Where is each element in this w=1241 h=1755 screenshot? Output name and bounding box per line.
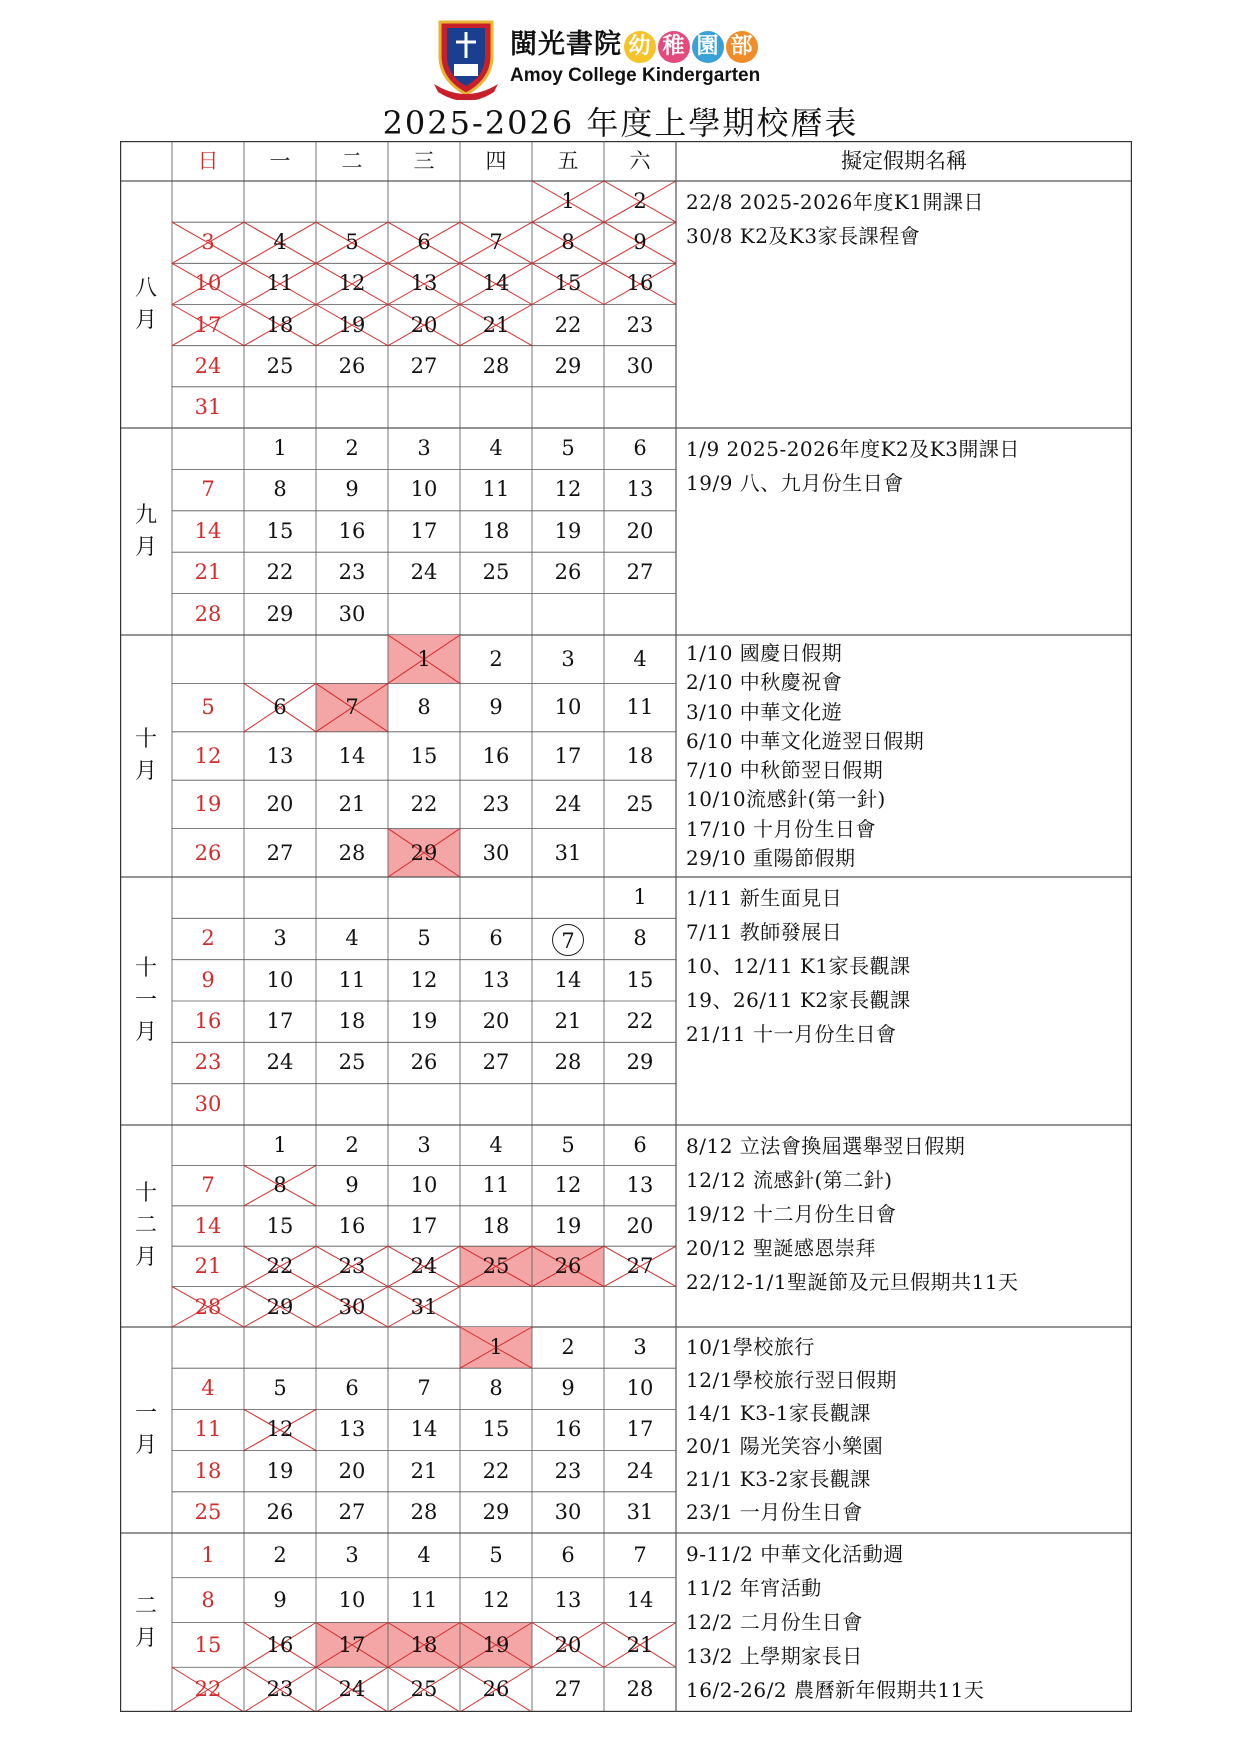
calendar-day: 27 [626,560,654,585]
event-item: 1/11 新生面見日 [686,886,843,910]
month-events-list [686,639,1126,873]
calendar-day: 17 [266,1009,294,1033]
calendar-day: 12 [266,1417,294,1442]
calendar-day: 15 [266,518,294,543]
calendar-day: 11 [410,1587,438,1612]
calendar-day: 10 [554,695,582,720]
calendar-day: 1 [489,1335,503,1359]
calendar-day: 27 [554,1677,582,1702]
section-char: 幼 [624,31,656,63]
weekday-header: 五 [557,149,579,173]
calendar-day: 14 [554,967,582,992]
calendar-day: 12 [554,1173,582,1198]
calendar-day: 13 [482,967,510,992]
calendar-day: 25 [482,1254,510,1279]
calendar-day: 16 [338,1213,366,1238]
calendar-day: 8 [201,1587,215,1612]
calendar-day: 22 [482,1458,510,1483]
calendar-day [532,918,604,959]
month-label: 二 月 [134,1593,157,1651]
month-events-list [686,1537,1126,1707]
calendar-day: 25 [194,1499,222,1524]
month-events-list [686,1331,1126,1529]
calendar-day: 9 [489,695,503,720]
calendar-day: 30 [338,1294,366,1319]
calendar-day: 27 [410,353,438,378]
calendar-day: 5 [489,1543,503,1567]
page-header [0,0,1241,140]
weekday-header: 日 [197,149,219,173]
calendar-day: 11 [266,271,294,296]
calendar-day: 21 [626,1632,654,1657]
calendar-day: 1 [417,647,431,671]
calendar-day: 26 [482,1677,510,1702]
calendar-day: 13 [266,743,294,768]
calendar-day: 16 [482,743,510,768]
school-name-zh [510,22,760,63]
calendar-day: 11 [194,1417,222,1442]
event-item: 21/11 十一月份生日會 [686,1022,897,1046]
event-item: 19/9 八、九月份生日會 [686,471,904,495]
month-events-list [686,881,1126,1051]
calendar-day: 23 [266,1677,294,1702]
event-item: 19/12 十二月份生日會 [686,1202,897,1226]
event-item: 3/10 中華文化遊 [686,699,843,724]
calendar-day: 22 [194,1677,222,1702]
calendar-day: 1 [273,436,287,460]
calendar-day: 15 [626,967,654,992]
calendar-day: 4 [633,647,647,671]
school-crest-icon [432,18,500,100]
calendar-day: 22 [266,560,294,585]
calendar-day: 29 [410,840,438,865]
calendar-day: 16 [626,271,654,296]
calendar-day: 31 [626,1499,654,1524]
calendar-day: 3 [201,230,215,255]
calendar-day: 18 [482,1213,510,1238]
event-item: 7/10 中秋節翌日假期 [686,758,884,782]
calendar-day: 23 [626,312,654,337]
calendar-day: 5 [345,230,359,255]
calendar-day: 1 [273,1133,287,1157]
event-item: 12/12 流感針(第二針) [686,1168,893,1192]
calendar-day: 22 [554,312,582,337]
calendar-day: 30 [194,1091,222,1116]
calendar-day: 22 [266,1254,294,1279]
calendar-day: 6 [345,1376,359,1401]
event-item: 10/10流感針(第一針) [686,787,886,812]
calendar-day: 7 [633,1543,647,1567]
calendar-day: 18 [482,518,510,543]
calendar-day: 11 [482,477,510,502]
calendar-day: 2 [561,1335,575,1359]
calendar-day: 10 [410,477,438,502]
calendar-day: 12 [194,743,222,768]
calendar-day: 26 [554,1254,582,1279]
event-item: 20/1 陽光笑容小樂園 [686,1434,884,1458]
calendar-day: 19 [266,1458,294,1483]
calendar-day: 12 [482,1587,510,1612]
calendar-day: 11 [626,695,654,720]
calendar-day: 6 [561,1543,575,1567]
calendar-day: 2 [345,436,359,460]
event-item: 22/8 2025-2026年度K1開課日 [686,190,984,214]
calendar-day: 29 [554,353,582,378]
calendar-day: 14 [338,743,366,768]
calendar-day: 9 [345,1173,359,1198]
calendar-day: 20 [554,1632,582,1657]
calendar-day: 22 [410,792,438,817]
calendar-day: 8 [561,230,575,255]
calendar-day: 14 [482,271,510,296]
calendar-day: 27 [626,1254,654,1279]
calendar-day: 21 [338,792,366,817]
section-char: 部 [726,31,758,63]
calendar-day: 8 [633,926,647,951]
calendar-day: 30 [338,601,366,626]
calendar-day: 5 [273,1376,287,1401]
calendar-day: 28 [410,1499,438,1524]
calendar-day: 27 [338,1499,366,1524]
calendar-day: 3 [345,1543,359,1567]
calendar-day: 3 [417,436,431,460]
calendar-day: 3 [417,1133,431,1157]
calendar-day: 6 [489,926,503,951]
calendar-day: 25 [626,792,654,817]
calendar-day: 7 [489,230,503,255]
calendar-day: 9 [273,1587,287,1612]
calendar-day: 13 [338,1417,366,1442]
calendar-day: 4 [273,230,287,255]
calendar-day: 14 [194,1213,222,1238]
calendar-day: 1 [561,189,575,213]
calendar-day: 23 [482,792,510,817]
calendar-day: 7 [201,1173,215,1198]
event-item: 1/10 國慶日假期 [686,641,843,665]
calendar-day: 25 [410,1677,438,1702]
calendar-day: 29 [266,601,294,626]
section-char: 園 [692,31,724,63]
calendar-day: 24 [266,1050,294,1075]
event-item: 7/11 教師發展日 [686,920,843,944]
section-char: 稚 [658,31,690,63]
weekday-header: 二 [341,149,363,173]
month-label: 九 月 [134,502,157,560]
calendar-day: 13 [410,271,438,296]
circled-day: 7 [552,924,584,956]
calendar-day: 16 [194,1009,222,1033]
calendar-day: 17 [554,743,582,768]
calendar-day: 6 [633,1133,647,1157]
calendar-day: 9 [633,230,647,255]
event-item: 9-11/2 中華文化活動週 [686,1542,904,1566]
event-item: 6/10 中華文化遊翌日假期 [686,728,925,753]
calendar-day: 30 [626,353,654,378]
calendar-day: 30 [482,840,510,865]
calendar-day: 25 [266,353,294,378]
calendar-day: 17 [410,518,438,543]
calendar-day: 8 [273,1173,287,1198]
calendar-day: 24 [194,353,222,378]
calendar-day: 7 [345,695,359,720]
calendar-day: 20 [626,518,654,543]
calendar-day: 15 [194,1632,222,1657]
calendar-day: 2 [273,1543,287,1567]
calendar-day: 28 [194,1294,222,1319]
calendar-day: 26 [338,353,366,378]
calendar-day: 1 [633,885,647,909]
calendar-day: 10 [194,271,222,296]
calendar-day: 30 [554,1499,582,1524]
month-events-list [686,1129,1126,1299]
month-label: 八 月 [134,275,157,333]
school-name-en: Amoy College Kindergarten [510,65,761,86]
calendar-day: 19 [482,1632,510,1657]
calendar-day: 5 [201,695,215,720]
calendar-day: 3 [273,926,287,951]
event-item: 12/1學校旅行翌日假期 [686,1368,897,1392]
event-item: 14/1 K3-1家長觀課 [686,1401,871,1425]
calendar-day: 6 [273,695,287,720]
calendar-day: 5 [561,436,575,460]
event-item: 11/2 年宵活動 [686,1576,822,1600]
calendar-day: 10 [266,967,294,992]
calendar-day: 21 [554,1009,582,1033]
event-item: 29/10 重陽節假期 [686,845,856,870]
calendar-day: 28 [482,353,510,378]
calendar-day: 14 [410,1417,438,1442]
event-item: 1/9 2025-2026年度K2及K3開課日 [686,437,1020,461]
calendar-day: 2 [489,647,503,671]
calendar-day: 20 [626,1213,654,1238]
calendar-day: 4 [201,1376,215,1401]
weekday-header: 一 [269,149,291,173]
calendar-day: 19 [554,1213,582,1238]
calendar-day: 27 [482,1050,510,1075]
calendar-day: 7 [201,477,215,502]
event-item: 10/1學校旅行 [686,1335,815,1359]
calendar-day: 27 [266,840,294,865]
calendar-day: 12 [338,271,366,296]
calendar-day: 24 [410,560,438,585]
month-label: 十 月 [134,727,157,784]
month-label: 十 二 月 [134,1181,157,1270]
event-item: 16/2-26/2 農曆新年假期共11天 [686,1678,985,1702]
calendar-day: 17 [338,1632,366,1657]
event-item: 22/12-1/1聖誕節及元旦假期共11天 [686,1270,1019,1294]
calendar-day: 17 [626,1417,654,1442]
calendar-day: 25 [338,1050,366,1075]
event-item: 17/10 十月份生日會 [686,816,876,841]
calendar-day: 31 [410,1294,438,1319]
month-events-list [686,432,1126,500]
calendar-day: 4 [345,926,359,951]
calendar-day: 16 [266,1632,294,1657]
calendar-day: 31 [554,840,582,865]
calendar-day: 1 [201,1543,215,1567]
calendar-day: 6 [633,436,647,460]
calendar-day: 9 [345,477,359,502]
page-title: 2025-2026 年度上學期校曆表 [382,104,859,142]
calendar-day: 10 [626,1376,654,1401]
kindergarten-section-label [622,29,758,60]
calendar-day: 7 [417,1376,431,1401]
calendar-day: 23 [338,1254,366,1279]
event-item: 2/10 中秋慶祝會 [686,670,843,695]
calendar-day: 21 [194,1254,222,1279]
calendar-day: 14 [626,1587,654,1612]
calendar-day: 2 [345,1133,359,1157]
calendar-day: 6 [417,230,431,255]
calendar-day: 21 [410,1458,438,1483]
calendar-day: 21 [194,560,222,585]
calendar-day: 15 [266,1213,294,1238]
calendar-day: 8 [273,477,287,502]
event-item: 12/2 二月份生日會 [686,1610,863,1634]
calendar-day: 18 [626,743,654,768]
calendar-day: 9 [561,1376,575,1401]
calendar-day: 14 [194,518,222,543]
calendar-day: 29 [482,1499,510,1524]
calendar-day: 10 [338,1587,366,1612]
event-item: 13/2 上學期家長日 [686,1644,863,1668]
month-label: 十 一 月 [134,956,157,1045]
event-item: 20/12 聖誕感恩崇拜 [686,1236,876,1260]
calendar-day: 3 [633,1335,647,1359]
month-label: 一 月 [134,1401,157,1458]
calendar-day: 19 [554,518,582,543]
calendar-day: 19 [194,792,222,817]
calendar-day: 23 [338,560,366,585]
calendar-day: 21 [482,312,510,337]
weekday-header: 三 [413,149,435,173]
weekday-header: 四 [485,149,507,173]
calendar-day: 12 [554,477,582,502]
calendar-day: 12 [410,967,438,992]
calendar-day: 15 [410,743,438,768]
event-item: 30/8 K2及K3家長課程會 [686,224,921,248]
calendar-day: 26 [410,1050,438,1075]
weekday-header: 六 [629,149,651,173]
calendar-day: 24 [338,1677,366,1702]
calendar-day: 15 [554,271,582,296]
calendar-day: 28 [554,1050,582,1075]
calendar-day: 4 [417,1543,431,1567]
calendar-day: 2 [201,926,215,951]
calendar-day: 20 [410,312,438,337]
calendar-day: 29 [266,1294,294,1319]
calendar-day: 28 [626,1677,654,1702]
calendar-day: 23 [554,1458,582,1483]
calendar-day: 17 [410,1213,438,1238]
calendar-day: 9 [201,967,215,992]
calendar-day: 11 [338,967,366,992]
event-item: 10、12/11 K1家長觀課 [686,954,911,978]
calendar-day: 8 [417,695,431,720]
calendar-day: 2 [633,189,647,213]
calendar-day: 4 [489,1133,503,1157]
calendar-day: 22 [626,1009,654,1033]
calendar-day: 5 [417,926,431,951]
calendar-day: 26 [554,560,582,585]
calendar-day: 17 [194,312,222,337]
calendar-day: 23 [194,1050,222,1075]
calendar-day: 20 [266,792,294,817]
calendar-day: 24 [554,792,582,817]
calendar-day: 4 [489,436,503,460]
calendar-day: 28 [338,840,366,865]
calendar-day: 29 [626,1050,654,1075]
month-events-list [686,185,1126,253]
calendar-day: 24 [410,1254,438,1279]
calendar-day: 13 [626,1173,654,1198]
event-item: 21/1 K3-2家長觀課 [686,1467,871,1491]
calendar-day: 19 [410,1009,438,1033]
calendar-day: 11 [482,1173,510,1198]
calendar-day: 18 [266,312,294,337]
calendar-day: 24 [626,1458,654,1483]
calendar-day: 18 [410,1632,438,1657]
calendar-day: 13 [626,477,654,502]
calendar-day: 19 [338,312,366,337]
calendar-day: 13 [554,1587,582,1612]
calendar-day: 10 [410,1173,438,1198]
calendar-day: 8 [489,1376,503,1401]
school-name-zh-text: 閩光書院 [510,29,622,60]
calendar-day: 20 [338,1458,366,1483]
events-header: 擬定假期名稱 [841,149,967,173]
calendar-day: 16 [554,1417,582,1442]
event-item: 8/12 立法會換屆選舉翌日假期 [686,1134,966,1158]
calendar-day: 18 [194,1458,222,1483]
calendar-day: 20 [482,1009,510,1033]
calendar-day: 31 [194,394,222,419]
calendar-day: 5 [561,1133,575,1157]
calendar-day: 26 [266,1499,294,1524]
school-brand [510,22,760,87]
calendar-day: 3 [561,647,575,671]
event-item: 23/1 一月份生日會 [686,1500,863,1524]
calendar-day: 18 [338,1009,366,1033]
calendar-day: 28 [194,601,222,626]
calendar-day: 15 [482,1417,510,1442]
school-calendar-table [120,141,1132,1712]
calendar-day: 25 [482,560,510,585]
event-item: 19、26/11 K2家長觀課 [686,988,911,1012]
calendar-day: 26 [194,840,222,865]
calendar-day: 16 [338,518,366,543]
